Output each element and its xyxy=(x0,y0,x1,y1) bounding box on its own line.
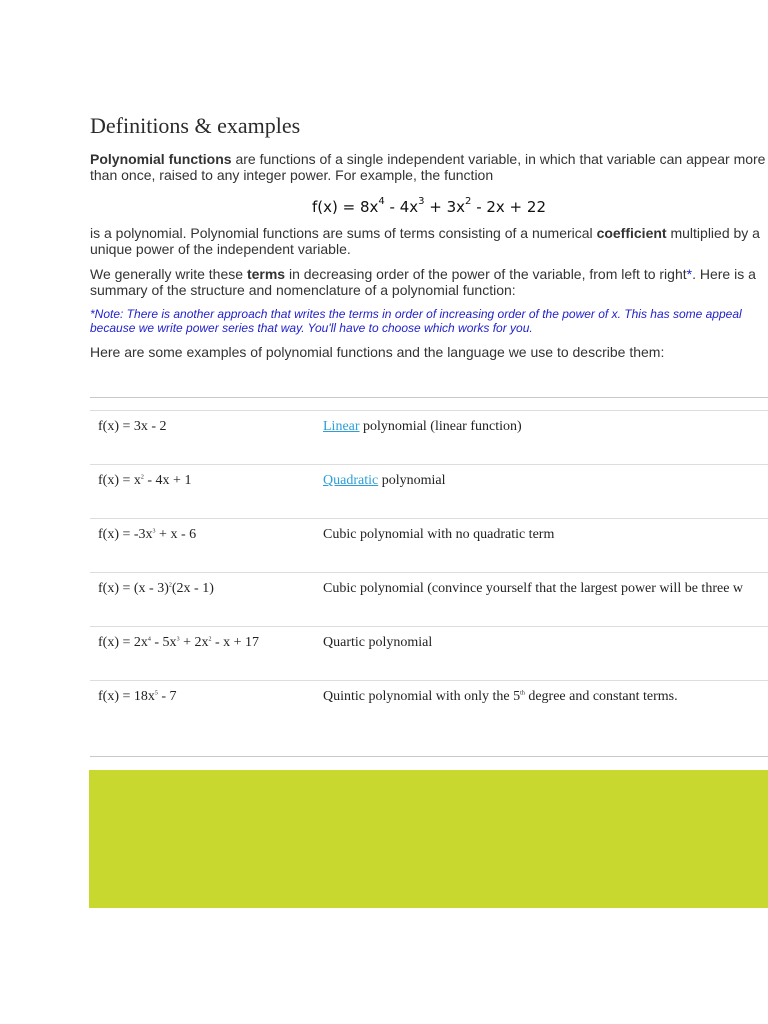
main-content xyxy=(90,113,768,360)
intro-text: are functions of a single independent variable, in which that variable can appear more than once, raised to any integer power. For example, the function xyxy=(90,151,766,183)
green-banner xyxy=(89,770,768,908)
description-text: polynomial (linear function) xyxy=(359,419,522,434)
function-text: - x + 17 xyxy=(211,635,260,650)
function-cell: f(x) = 3x - 2 xyxy=(98,419,167,434)
footnote-note: *Note: There is another approach that writes the terms in order of increasing order of the power of x. This has some appeal because we write power series that way. You'll have to choose which works for you. xyxy=(90,307,742,335)
function-text: - 4x + 1 xyxy=(143,473,192,488)
intro-paragraph xyxy=(90,151,768,183)
coefficient-paragraph xyxy=(90,225,768,257)
formula-exponent: 2 xyxy=(465,196,472,207)
formula-exponent: 3 xyxy=(418,196,425,207)
function-exponent: 4 xyxy=(147,636,151,643)
description-cell xyxy=(323,689,678,705)
formula-part: - 4x xyxy=(384,198,419,216)
function-exponent: 2 xyxy=(208,636,212,643)
description-cell: Cubic polynomial (convince yourself that the largest power will be three w xyxy=(323,581,744,596)
function-exponent: 5 xyxy=(154,690,158,697)
table-row xyxy=(90,680,768,735)
function-cell xyxy=(98,635,259,651)
paragraph-text: We generally write these xyxy=(90,266,247,282)
coefficient-term: coefficient xyxy=(596,225,667,241)
table-row xyxy=(90,410,768,465)
function-text: + x - 6 xyxy=(155,527,197,542)
paragraph-text: . Here is a summary of the structure and nomenclature of a polynomial function: xyxy=(90,266,756,298)
function-text: f(x) = 2x xyxy=(98,635,148,650)
table-row xyxy=(90,572,768,627)
footnote-star: * xyxy=(686,266,693,282)
paragraph-text: is a polynomial. Polynomial functions are sums of terms consisting of a numerical xyxy=(90,225,597,241)
function-text: f(x) = x xyxy=(98,473,141,488)
function-exponent: 3 xyxy=(176,636,180,643)
formula-part: - 2x + 22 xyxy=(471,198,546,216)
function-cell xyxy=(98,689,177,705)
formula-exponent: 4 xyxy=(378,196,385,207)
description-text: degree and constant terms. xyxy=(524,689,678,704)
function-exponent: 2 xyxy=(168,582,172,589)
examples-intro-paragraph: Here are some examples of polynomial functions and the language we use to describe them: xyxy=(90,344,665,360)
linear-link[interactable]: Linear xyxy=(323,419,360,434)
table-bottom-rule xyxy=(90,756,768,757)
function-exponent: 3 xyxy=(152,528,156,535)
formula-part: f(x) = 8x xyxy=(312,198,379,216)
function-text: - 7 xyxy=(157,689,177,704)
terms-paragraph xyxy=(90,266,768,298)
ordinal-suffix: th xyxy=(520,690,525,697)
section-heading: Definitions & examples xyxy=(90,113,301,138)
function-exponent: 2 xyxy=(140,474,144,481)
description-cell: Cubic polynomial with no quadratic term xyxy=(323,527,555,542)
function-text: - 5x xyxy=(150,635,177,650)
table-row xyxy=(90,464,768,519)
function-text: f(x) = -3x xyxy=(98,527,153,542)
function-cell xyxy=(98,527,196,543)
polynomial-functions-term: Polynomial functions xyxy=(90,151,232,167)
paragraph-text: multiplied by a unique power of the independent variable. xyxy=(90,225,760,257)
table-top-rule xyxy=(90,397,768,398)
example-formula xyxy=(90,197,768,217)
description-text: Quintic polynomial with only the 5 xyxy=(323,689,521,704)
table-row xyxy=(90,518,768,573)
terms-term: terms xyxy=(246,266,286,282)
description-text: polynomial xyxy=(378,473,446,488)
function-text: (2x - 1) xyxy=(171,581,214,596)
description-cell: Quartic polynomial xyxy=(323,635,433,650)
paragraph-text: in decreasing order of the power of the variable, from left to right xyxy=(285,266,687,282)
function-text: f(x) = 18x xyxy=(98,689,155,704)
quadratic-link[interactable]: Quadratic xyxy=(323,473,379,488)
formula-part: + 3x xyxy=(424,198,466,216)
function-text: f(x) = (x - 3) xyxy=(98,581,169,596)
table-row xyxy=(90,626,768,681)
function-cell xyxy=(98,473,191,489)
description-cell xyxy=(323,473,445,489)
function-cell xyxy=(98,581,214,597)
description-cell xyxy=(323,419,522,435)
function-text: + 2x xyxy=(179,635,209,650)
